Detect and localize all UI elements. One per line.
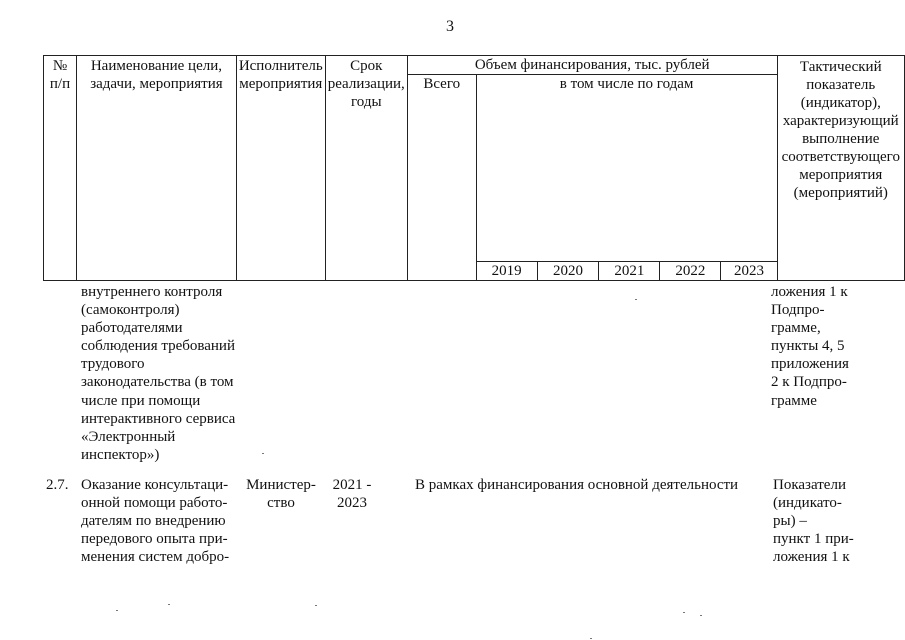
row-funding: В рамках финансирования основной деятельности bbox=[415, 477, 739, 493]
scan-speck bbox=[168, 604, 170, 605]
scan-speck bbox=[700, 615, 702, 616]
row-name: Оказание консультаци- онной помощи работо- дателям по внедрению передового опыта при- менения систем добро- bbox=[81, 477, 230, 566]
scan-speck bbox=[116, 610, 118, 611]
header-year: 2020 bbox=[537, 262, 599, 281]
table-header bbox=[43, 55, 905, 281]
row-indicator: Показатели (индикато- ры) – пункт 1 при- ложения 1 к bbox=[773, 477, 854, 566]
header-name: Наименование цели, задачи, мероприятия bbox=[77, 56, 237, 281]
header-total: Всего bbox=[407, 75, 476, 281]
continued-row-name: внутреннего контроля (самоконтроля) работодателями соблюдения требований трудового законодательства (в том числе при помощи интерактивного сервиса «Электронный инспектор») bbox=[81, 284, 236, 463]
header-indicator: Тактический показатель (индикатор), характеризующий выполнение соответствующего мероприятия (мероприятий) bbox=[777, 56, 904, 281]
header-by-years: в том числе по годам bbox=[476, 75, 777, 262]
scan-speck bbox=[315, 605, 317, 606]
header-num: № п/п bbox=[44, 56, 77, 281]
row-number: 2.7. bbox=[46, 477, 69, 493]
header-period: Срок реализации, годы bbox=[325, 56, 407, 281]
scan-speck bbox=[590, 638, 592, 639]
header-funding: Объем финансирования, тыс. рублей bbox=[407, 56, 777, 75]
row-period: 2021 - 2023 bbox=[332, 477, 372, 512]
header-year: 2019 bbox=[476, 262, 537, 281]
page-number: 3 bbox=[446, 18, 454, 35]
scan-speck bbox=[683, 612, 685, 613]
header-year: 2023 bbox=[721, 262, 777, 281]
scan-speck bbox=[635, 299, 637, 300]
continued-row-indicator: ложения 1 к Подпро- грамме, пункты 4, 5 приложения 2 к Подпро- грамме bbox=[771, 284, 849, 409]
row-executor: Министер- ство bbox=[246, 477, 316, 512]
header-year: 2021 bbox=[599, 262, 660, 281]
header-year: 2022 bbox=[660, 262, 721, 281]
header-executor: Исполнитель мероприятия bbox=[236, 56, 325, 281]
scan-speck bbox=[262, 453, 264, 454]
